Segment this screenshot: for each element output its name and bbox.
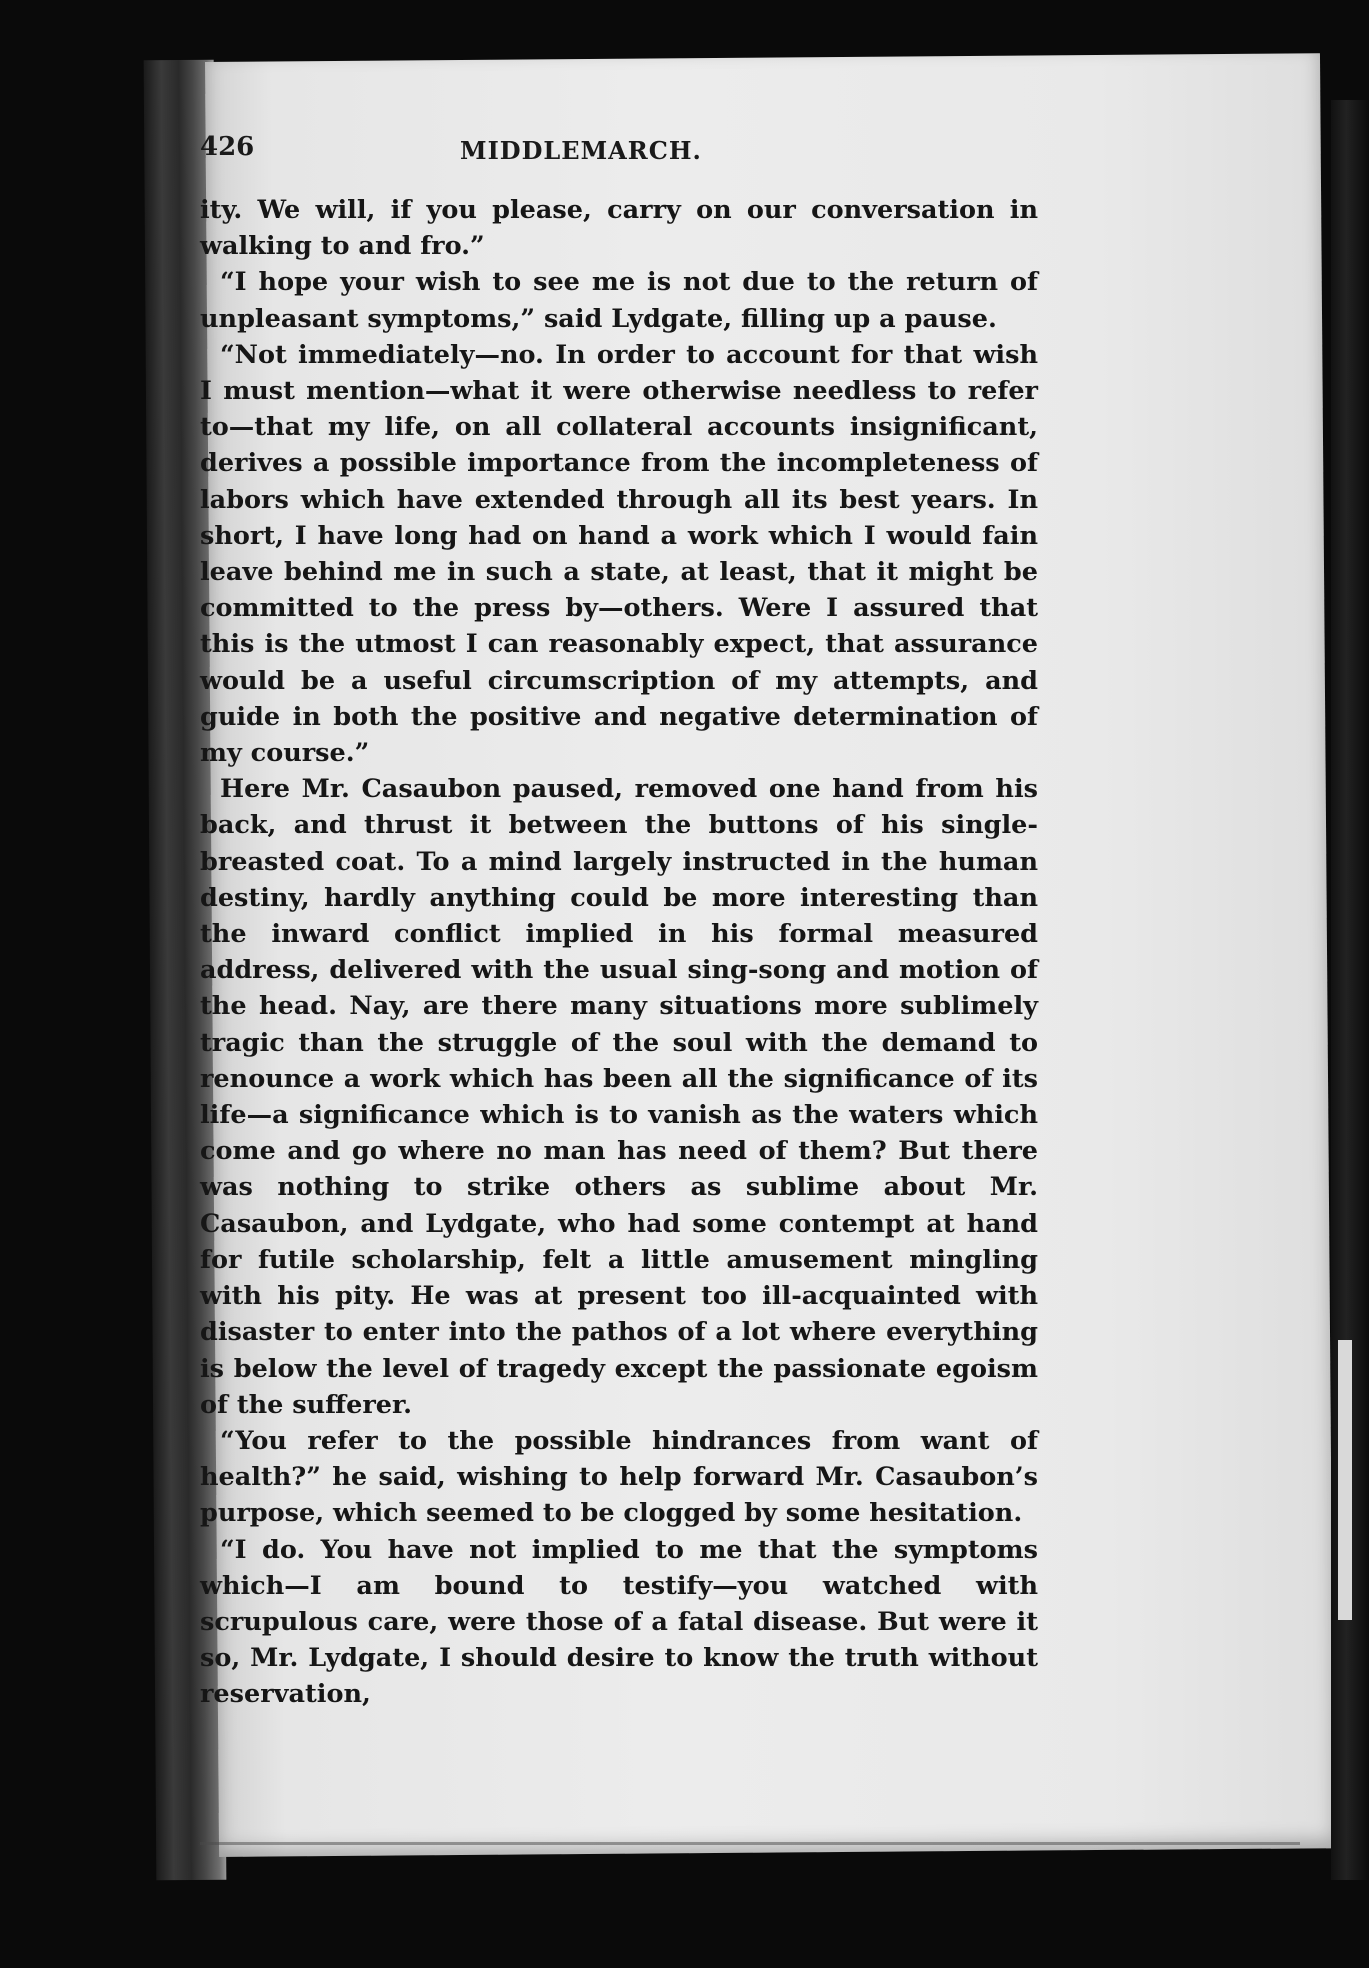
paragraph: “You refer to the possible hindrances from want of health?” he said, wishing to help forward Mr. Casaubon’s purpose, which seemed to be clogged by some hesitation. — [200, 1425, 1038, 1529]
page-number: 426 — [200, 132, 255, 162]
paragraph: Here Mr. Casaubon paused, removed one hand from his back, and thrust it between the buttons of his single-breasted coat. To a mind largely instructed in the human destiny, hardly anything could be more interesting than the inward conflict implied in his formal measured address, delivered with the usual sing-song and motion of the head. Nay, are there many situations more sublimely tragic than the struggle of the soul with the demand to renounce a work which has been all the significance of its life—a significance which is to vanish as the waters which come and go where no man has need of them? But there was nothing to strike others as sublime about Mr. Casaubon, and Lydgate, who had some contempt at hand for futile scholarship, felt a little amusement mingling with his pity. He was at present too ill-acquainted with disaster to enter into the pathos of a lot where everything is below the level of tragedy except the passionate egoism of the sufferer. — [200, 774, 1038, 1420]
body-text — [200, 192, 1038, 1713]
paragraph: ity. We will, if you please, carry on our conversation in walking to and fro.” — [200, 195, 1038, 262]
paragraph: “I hope your wish to see me is not due to the return of unpleasant symptoms,” said Lydgate, filling up a pause. — [200, 267, 1038, 334]
page-header — [200, 132, 1020, 172]
page-bottom-edge — [200, 1842, 1300, 1845]
paragraph: “Not immediately—no. In order to account for that wish I must mention—what it were otherwise needless to refer to—that my life, on all collateral accounts insignificant, derives a possible importance from the incompleteness of labors which have extended through all its best years. In short, I have long had on hand a work which I would fain leave behind me in such a state, at least, that it might be committed to the press by—others. Were I assured that this is the utmost I can reasonably expect, that assurance would be a useful circumscription of my attempts, and guide in both the positive and negative determination of my course.” — [200, 339, 1038, 769]
page-edge-strip — [1338, 1340, 1352, 1620]
paragraph: “I do. You have not implied to me that the symptoms which—I am bound to testify—you watched with scrupulous care, were those of a fatal disease. But were it so, Mr. Lydgate, I should desire to know the truth without reservation, — [200, 1534, 1038, 1710]
running-title: MIDDLEMARCH. — [460, 136, 702, 165]
